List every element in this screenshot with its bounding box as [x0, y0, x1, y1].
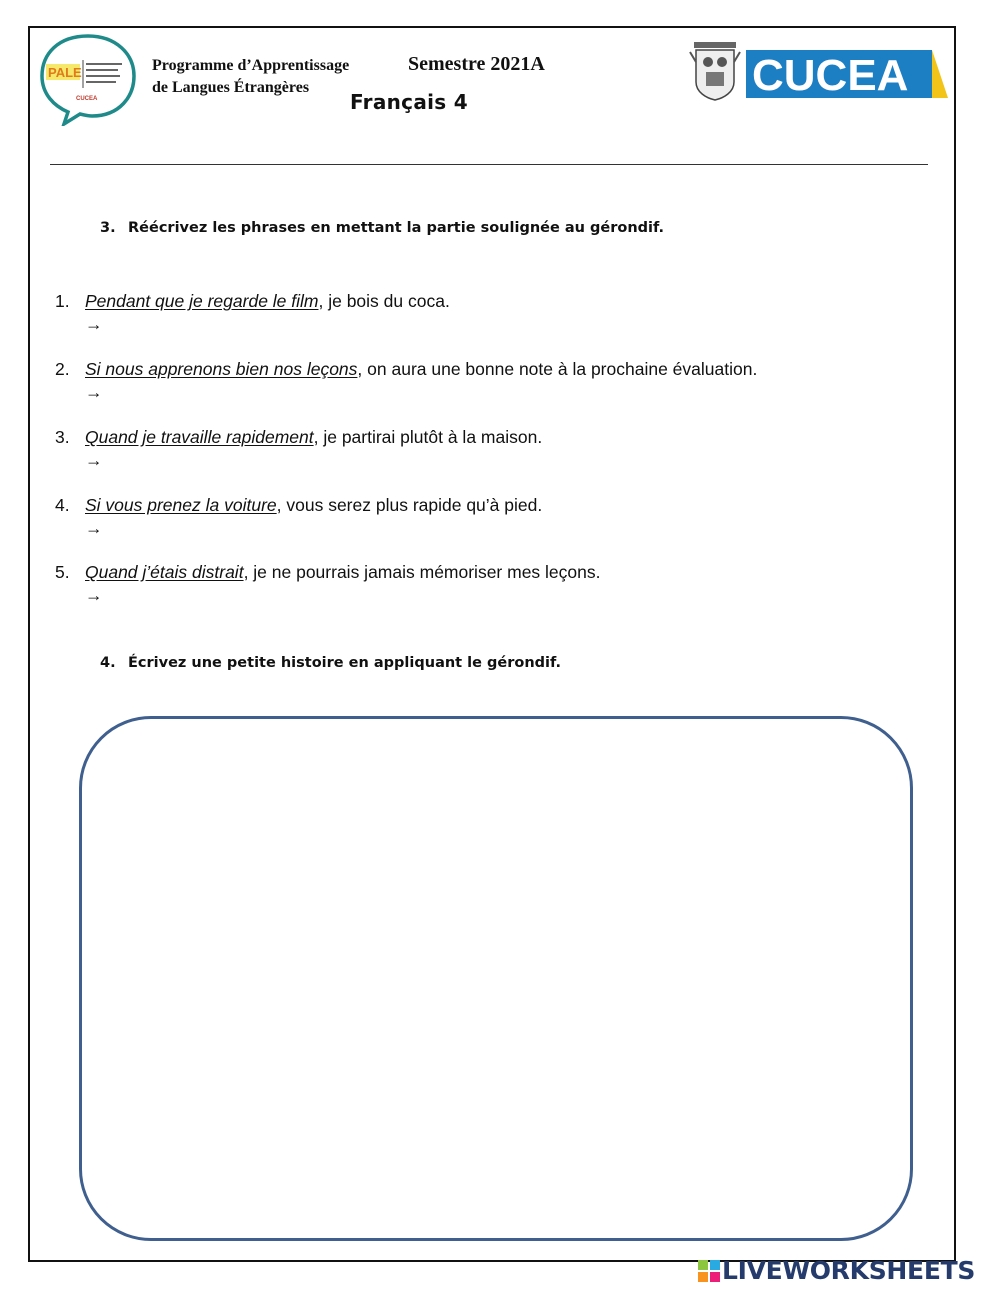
answer-arrow-field[interactable]: →: [85, 518, 103, 538]
item-underlined-part: Quand j’étais distrait: [85, 562, 244, 582]
exercise-item-5: [55, 560, 601, 606]
pale-logo-subtext: CUCEA: [76, 96, 98, 102]
header-divider: [50, 164, 928, 165]
exercise-3-heading: [100, 220, 664, 236]
cucea-logo-text: CUCEA: [752, 51, 909, 98]
item-underlined-part: Si nous apprenons bien nos leçons: [85, 359, 358, 379]
exercise-3-instruction: Réécrivez les phrases en mettant la partie soulignée au gérondif.: [128, 220, 665, 236]
item-rest: , on aura une bonne note à la prochaine évaluation.: [357, 359, 758, 379]
item-rest: , je ne pourrais jamais mémoriser mes leçons.: [243, 562, 601, 582]
program-title-line1: Programme d’Apprentissage: [152, 57, 350, 74]
semester-label: Semestre 2021A: [408, 53, 545, 75]
exercise-item-3: [55, 425, 542, 471]
answer-arrow-field[interactable]: →: [85, 585, 103, 605]
item-number: 1.: [55, 291, 70, 311]
exercise-4-instruction: Écrivez une petite histoire en appliquant le gérondif.: [128, 655, 562, 671]
program-title-line2: de Langues Étrangères: [152, 79, 310, 96]
item-underlined-part: Pendant que je regarde le film: [85, 291, 319, 311]
liveworksheets-text: LIVEWORKSHEETS: [722, 1256, 976, 1285]
item-underlined-part: Quand je travaille rapidement: [85, 427, 314, 447]
pale-logo-text: PALE: [48, 65, 82, 80]
exercise-item-1: [55, 289, 450, 335]
exercise-item-4: [55, 493, 542, 539]
program-title: [152, 55, 349, 99]
university-crest-icon: [688, 38, 742, 102]
exercise-4-heading: [100, 655, 561, 671]
item-underlined-part: Si vous prenez la voiture: [85, 495, 277, 515]
exercise-item-2: [55, 357, 757, 403]
exercise-3-number: 3.: [100, 220, 116, 236]
item-number: 4.: [55, 495, 70, 515]
item-rest: , vous serez plus rapide qu’à pied.: [276, 495, 543, 515]
item-rest: , je partirai plutôt à la maison.: [313, 427, 543, 447]
liveworksheets-logo-icon: [698, 1260, 720, 1282]
answer-arrow-field[interactable]: →: [85, 450, 103, 470]
course-title: Français 4: [350, 90, 468, 114]
liveworksheets-watermark: [698, 1257, 998, 1285]
cucea-logo: [746, 50, 948, 98]
item-number: 5.: [55, 562, 70, 582]
answer-arrow-field[interactable]: →: [85, 382, 103, 402]
item-number: 3.: [55, 427, 70, 447]
answer-arrow-field[interactable]: →: [85, 314, 103, 334]
item-number: 2.: [55, 359, 70, 379]
exercise-4-number: 4.: [100, 655, 116, 671]
item-rest: , je bois du coca.: [318, 291, 450, 311]
pale-logo: [36, 30, 140, 126]
story-answer-box[interactable]: [79, 716, 913, 1241]
